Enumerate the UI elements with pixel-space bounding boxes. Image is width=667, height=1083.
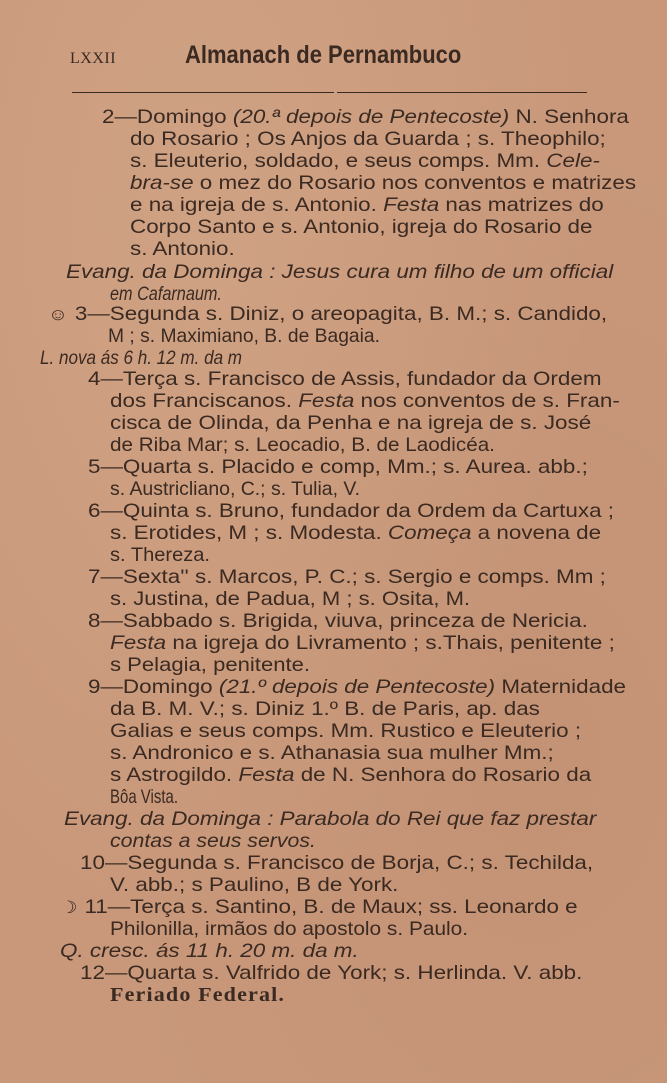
text-line-d9-5 [110,766,591,786]
text-line-d10-1 [80,854,593,874]
text-line-d2-5 [130,196,604,216]
text-span: do Rosario ; Os Anjos da Guarda ; s. Theophilo; [130,128,606,150]
italic-text: em Cafarnaum. [110,283,222,305]
text-span: 4—Terça s. Francisco de Assis, fundador da Ordem [88,368,602,390]
italic-text: Festa [298,390,355,412]
text-line-d5-2 [110,480,360,500]
text-line-d9-1 [88,678,626,698]
text-span: 2—Domingo [102,106,233,128]
text-span: a novena de [471,522,602,544]
text-line-d2-4 [130,174,636,194]
text-span: da B. M. V.; s. Diniz 1.º B. de Paris, ap. das [110,698,540,720]
text-line-d4-1 [88,370,602,390]
text-span: N. Senhora [509,106,629,128]
text-span: Maternidade [495,676,627,698]
text-line-d2-3 [130,152,600,172]
text-line-d12-2 [110,986,285,1006]
text-span: V. abb.; s Paulino, B de York. [110,874,399,896]
text-line-d12-1 [80,964,582,984]
text-line-d4-4 [110,436,495,456]
italic-text: L. nova ás 6 h. 12 m. da m [40,347,243,369]
first-quarter-moon-icon: ☽ [60,898,78,917]
italic-text: (21.º depois de Pentecoste) [218,676,496,698]
header-rule-left [72,92,334,93]
italic-text: (20.ª depois de Pentecoste) [232,106,510,128]
text-line-d2-6 [130,218,592,238]
text-line-ln-1 [40,349,242,369]
page-number: LXXII [70,50,117,67]
text-line-d11-2 [110,920,468,940]
text-span: dos Franciscanos. [110,390,299,412]
text-span: 9—Domingo [88,676,219,698]
text-line-d7-1 [88,568,606,588]
text-line-ev1-1 [66,263,613,283]
text-span: s. Antonio. [130,238,235,260]
text-line-d11-1 [60,898,578,918]
text-line-d8-2 [110,634,615,654]
text-span: 12—Quarta s. Valfrido de York; s. Herlinda. V. abb. [80,962,583,984]
text-span: nos conventos de s. Fran- [354,390,620,412]
text-span: e na igreja de s. Antonio. [130,194,384,216]
italic-text: Evang. da Dominga : Jesus cura um filho de um official [66,261,614,283]
new-moon-icon: ☺ [48,305,68,324]
text-line-d8-1 [88,612,588,632]
text-line-d9-6 [110,788,178,808]
text-span: 3—Segunda s. Diniz, o areopagita, B. M.; s. Candido, [74,303,608,325]
italic-text: bra-se [130,172,194,194]
text-line-d9-3 [110,722,581,742]
text-line-d7-2 [110,590,470,610]
text-line-d2-1 [102,108,629,128]
text-span: nas matrizes do [439,194,604,216]
text-span: 6—Quinta s. Bruno, fundador da Ordem da Cartuxa ; [88,500,615,522]
text-line-ev2-2 [110,832,316,852]
text-span: o mez do Rosario nos conventos e matrizes [193,172,637,194]
text-line-d6-1 [88,502,614,522]
italic-text: Cele- [546,150,600,172]
italic-text: Festa [238,764,295,786]
text-span: 8—Sabbado s. Brigida, viuva, princeza de Nericia. [88,610,588,632]
text-line-d4-2 [110,392,620,412]
bold-text: Feriado Federal. [110,985,286,1006]
text-line-d2-2 [130,130,606,150]
text-span: 5—Quarta s. Placido e comp, Mm.; s. Aurea. abb.; [88,456,588,478]
italic-text: Evang. da Dominga : Parabola do Rei que faz prestar [64,808,597,830]
text-span: na igreja do Livramento ; s.Thais, penitente ; [166,632,615,654]
text-line-d9-2 [110,700,540,720]
text-line-d6-2 [110,524,601,544]
text-span: s. Andronico e s. Athanasia sua mulher Mm.; [110,742,554,764]
text-line-d10-2 [110,876,398,896]
text-span: 11—Terça s. Santino, B. de Maux; ss. Leonardo e [84,896,578,918]
text-span: s. Justina, de Padua, M ; s. Osita, M. [110,588,471,610]
text-span: de Riba Mar; s. Leocadio, B. de Laodicéa. [110,434,495,456]
text-span: Corpo Santo e s. Antonio, igreja do Rosario de [130,216,593,238]
text-span: s. Austricliano, C.; s. Tulia, V. [110,478,360,500]
text-span: Galias e seus comps. Mm. Rustico e Eleuterio ; [110,720,582,742]
text-line-ev1-2 [110,285,222,305]
italic-text: Festa [383,194,440,216]
text-span: 7—Sexta'' s. Marcos, P. C.; s. Sergio e comps. Mm ; [88,566,606,588]
text-line-d8-3 [110,656,310,676]
text-span: M ; s. Maximiano, B. de Bagaia. [108,325,380,347]
text-span: Philonilla, irmãos do apostolo s. Paulo. [110,918,469,940]
text-span: s. Thereza. [110,544,211,566]
header-rule-right [337,92,587,93]
text-line-d9-4 [110,744,554,764]
text-line-qc-1 [60,942,359,962]
text-span: s. Eleuterio, soldado, e seus comps. Mm. [130,150,547,172]
text-line-d6-3 [110,546,210,566]
text-line-d4-3 [110,414,591,434]
italic-text: Q. cresc. ás 11 h. 20 m. da m. [60,940,359,962]
italic-text: Começa [387,522,472,544]
text-span: s Astrogildo. [110,764,239,786]
text-span: cisca de Olinda, da Penha e na igreja de s. José [110,412,592,434]
text-line-d3-2 [108,327,380,347]
text-span: s. Erotides, M ; s. Modesta. [110,522,388,544]
text-line-d2-7 [130,240,235,260]
text-line-ev2-1 [64,810,596,830]
text-span: de N. Senhora do Rosario da [294,764,592,786]
text-line-d3-1 [48,305,607,325]
italic-text: Festa [110,632,167,654]
text-span: Bôa Vista. [110,786,178,808]
text-line-d5-1 [88,458,588,478]
page-title: Almanach de Pernambuco [185,41,462,69]
text-span: s Pelagia, penitente. [110,654,311,676]
text-span: 10—Segunda s. Francisco de Borja, C.; s. Techilda, [80,852,594,874]
italic-text: contas a seus servos. [110,830,316,852]
